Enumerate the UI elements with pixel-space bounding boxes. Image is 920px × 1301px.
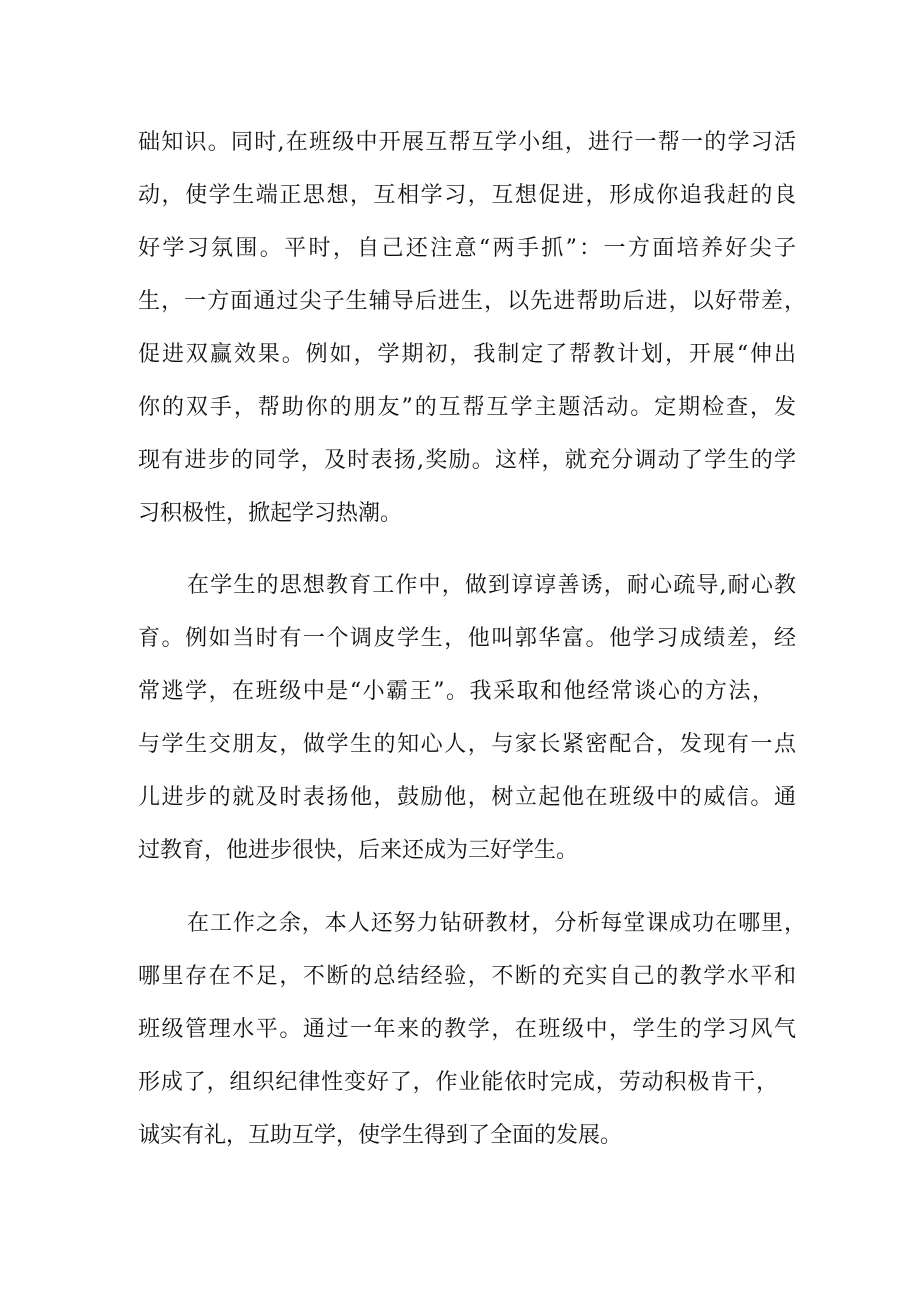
text-line-content: 生，一方面通过尖子生辅导后进生，以先进帮助后进，以好带差，: [138, 289, 806, 314]
text-line: [0, 672, 920, 712]
text-line: [0, 1063, 920, 1103]
text-line: [0, 176, 920, 216]
text-line-content: 常逃学，在班级中是“小霸王”。我采取和他经常谈心的方法，: [138, 679, 774, 704]
text-line-content: 育。例如当时有一个调皮学生，他叫郭华富。他学习成绩差，经: [138, 626, 796, 651]
text-line: [0, 725, 920, 765]
text-line-content: 诚实有礼，互助互学，使学生得到了全面的发展。: [138, 1123, 623, 1148]
text-line-content: 习积极性，掀起学习热潮。: [138, 501, 403, 526]
text-line: [0, 566, 920, 606]
text-line: [0, 904, 920, 944]
text-line: [0, 441, 920, 481]
text-line-content: 哪里存在不足，不断的总结经验，不断的充实自己的教学水平和: [138, 964, 796, 989]
text-line: [0, 335, 920, 375]
text-line-content: 动，使学生端正思想，互相学习，互想促进，形成你追我赶的良: [138, 183, 796, 208]
text-line-content: 好学习氛围。平时，自己还注意“两手抓”：一方面培养好尖子: [138, 236, 796, 261]
text-line: [0, 1010, 920, 1050]
text-line-content: 促进双赢效果。例如，学期初，我制定了帮教计划，开展“伸出: [138, 342, 796, 367]
text-line-content: 班级管理水平。通过一年来的教学，在班级中，学生的学习风气: [138, 1017, 796, 1042]
text-line-content: 儿进步的就及时表扬他，鼓励他，树立起他在班级中的威信。通: [138, 785, 796, 810]
text-line: [138, 1116, 920, 1156]
text-line-content: 在工作之余，本人还努力钻研教材，分析每堂课成功在哪里，: [187, 911, 806, 936]
text-line: [0, 229, 920, 269]
text-line-content: 形成了，组织纪律性变好了，作业能依时完成，劳动积极肯干，: [138, 1070, 778, 1095]
text-line-content: 与学生交朋友，做学生的知心人，与家长紧密配合，发现有一点: [138, 732, 796, 757]
text-line-content: 在学生的思想教育工作中，做到谆谆善诱，耐心疏导,耐心教: [187, 573, 796, 598]
text-line: [0, 619, 920, 659]
text-line: [0, 957, 920, 997]
text-line: [0, 123, 920, 163]
text-line-content: 现有进步的同学，及时表扬,奖励。这样，就充分调动了学生的学: [138, 448, 796, 473]
text-line-content: 你的双手，帮助你的朋友”的互帮互学主题活动。定期检查，发: [138, 395, 796, 420]
text-line: [0, 778, 920, 818]
text-line: [0, 388, 920, 428]
text-line: [0, 282, 920, 322]
text-line: [138, 831, 920, 871]
text-line: [138, 494, 920, 534]
text-line-content: 础知识。同时,在班级中开展互帮互学小组，进行一帮一的学习活: [138, 130, 796, 155]
text-line-content: 过教育，他进步很快，后来还成为三好学生。: [138, 838, 579, 863]
